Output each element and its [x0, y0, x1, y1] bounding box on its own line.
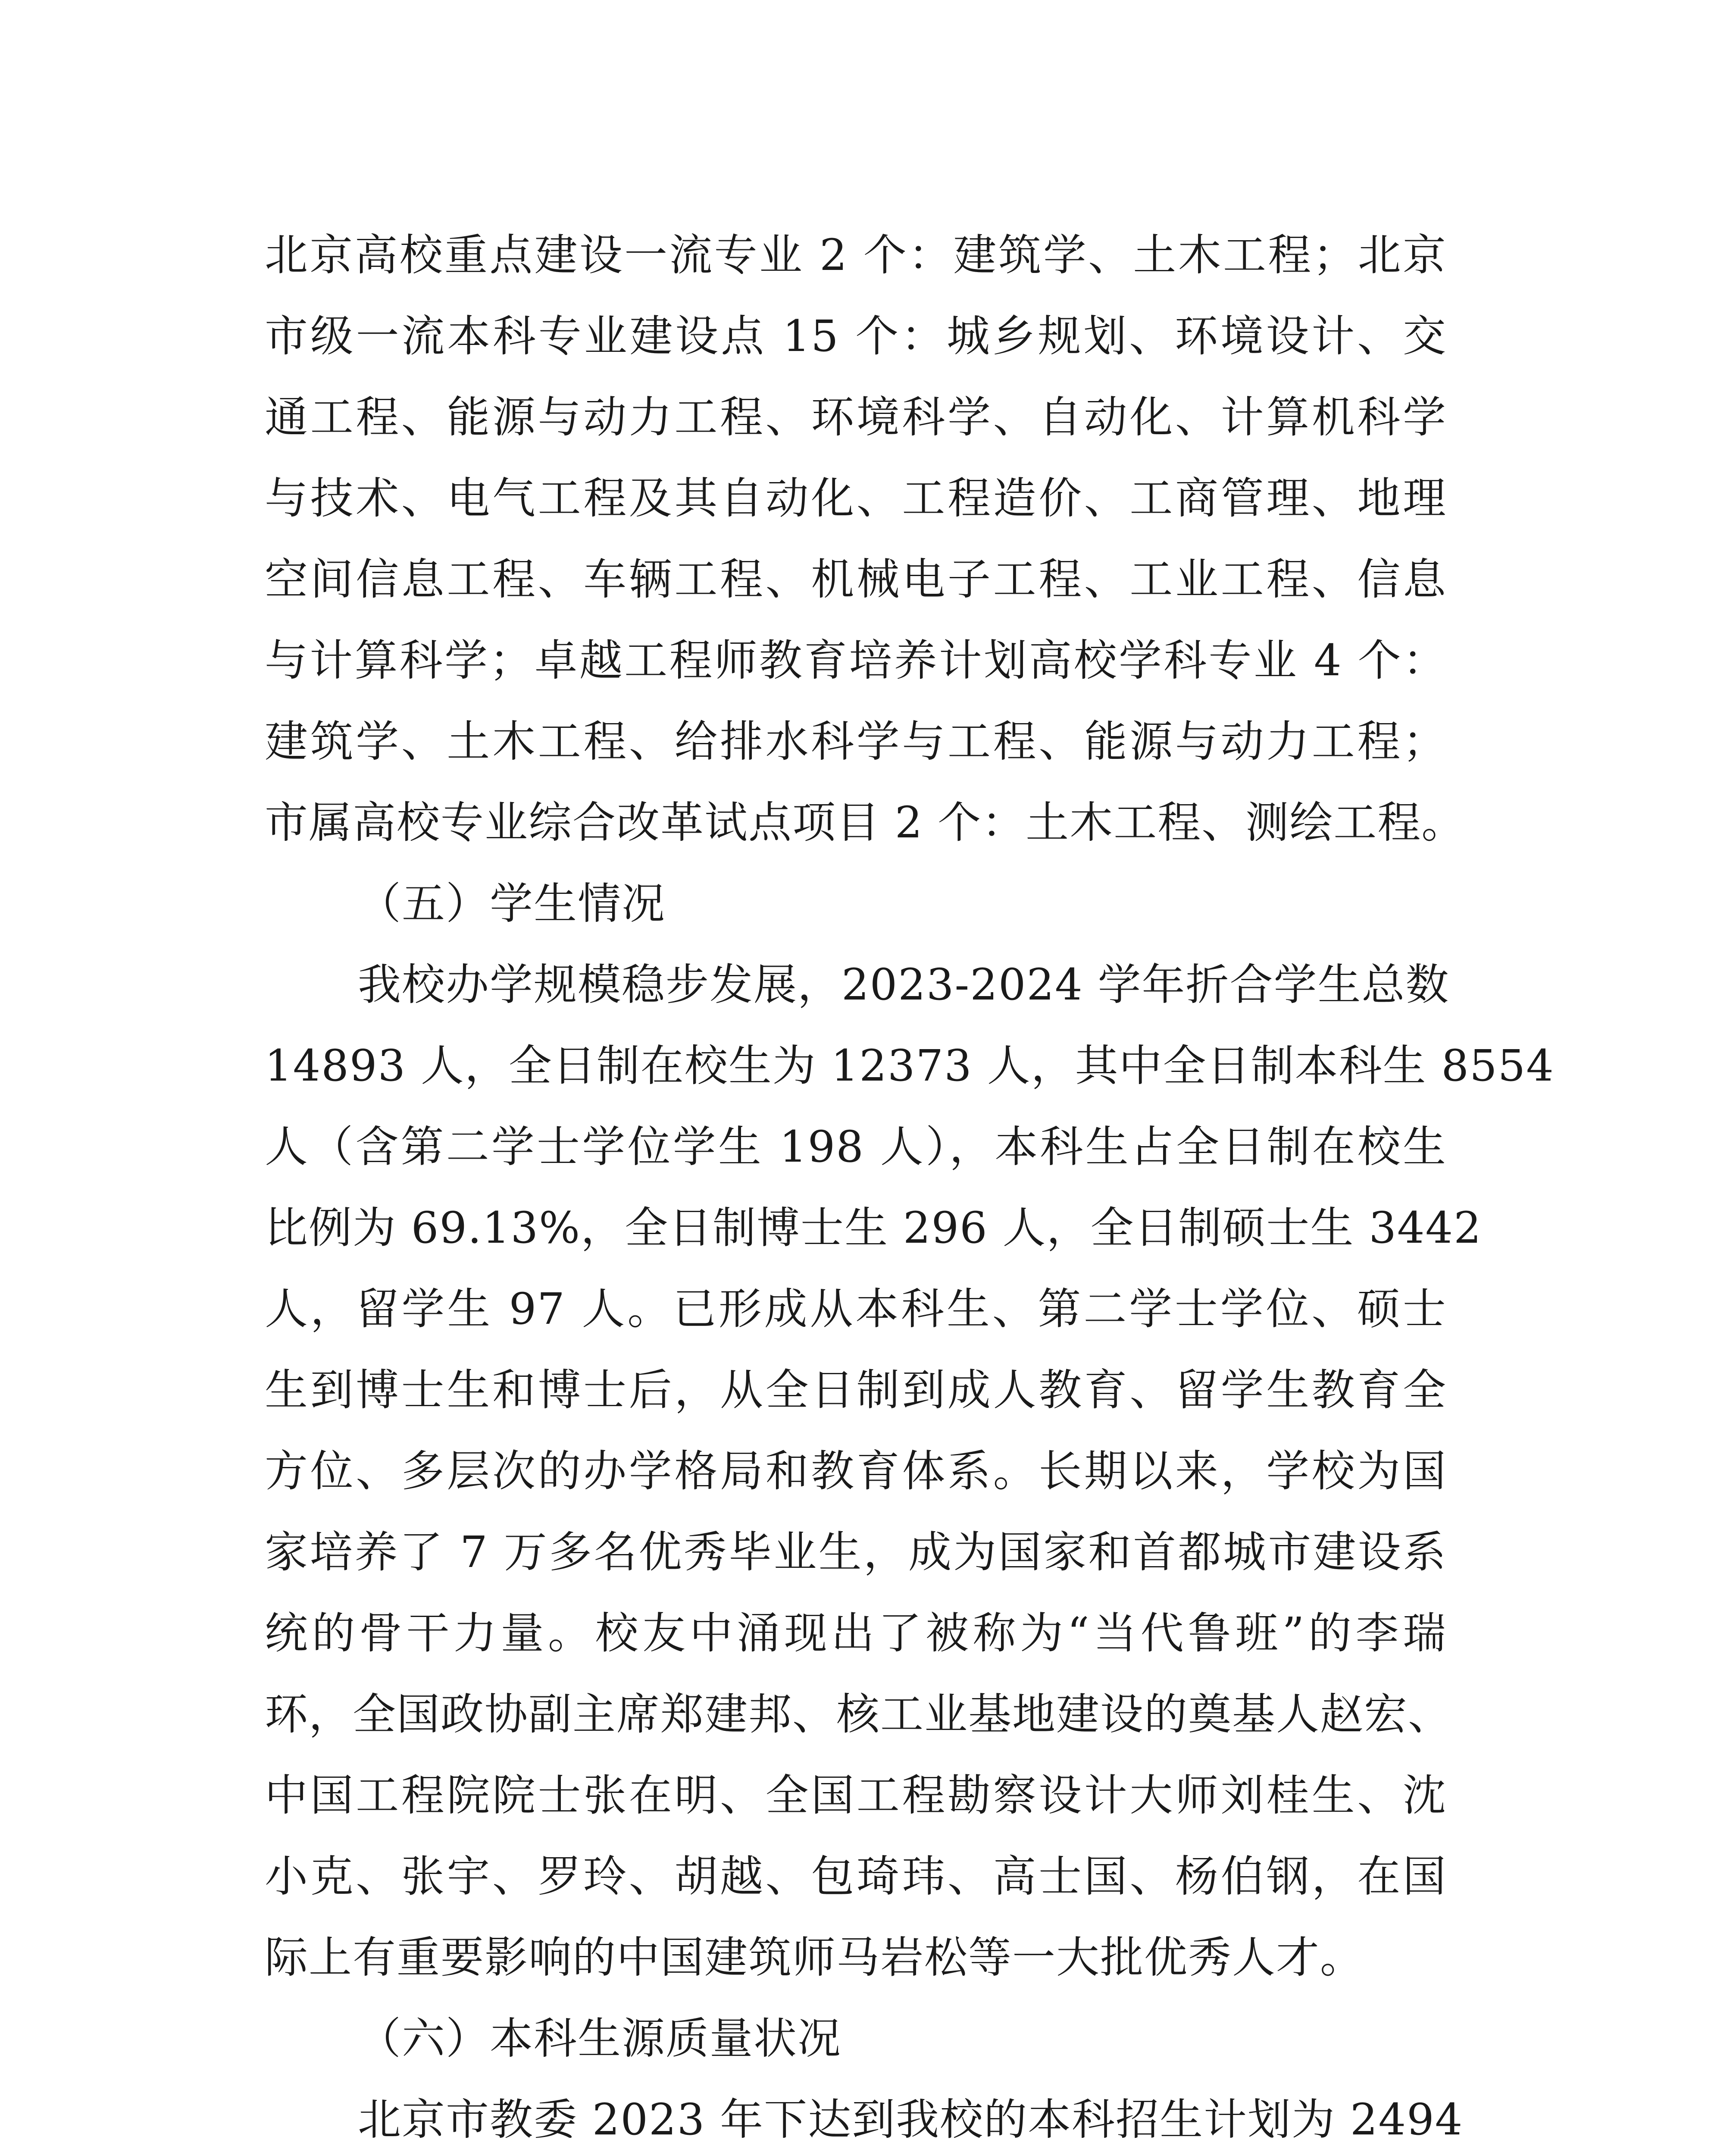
- paragraph-line: 统的骨干力量。校友中涌现出了被称为“当代鲁班”的李瑞: [265, 1608, 1447, 1658]
- paragraph-line: 建筑学、土木工程、给排水科学与工程、能源与动力工程；: [265, 716, 1447, 767]
- paragraph-line: 人，留学生 97 人。已形成从本科生、第二学士学位、硕士: [265, 1284, 1447, 1334]
- section-heading: （六）本科生源质量状况: [358, 2013, 841, 2064]
- paragraph-line: 生到博士生和博士后，从全日制到成人教育、留学生教育全: [265, 1365, 1447, 1415]
- paragraph-line: 北京高校重点建设一流专业 2 个：建筑学、土木工程；北京: [265, 230, 1447, 280]
- paragraph-line: 市级一流本科专业建设点 15 个：城乡规划、环境设计、交: [265, 311, 1447, 361]
- section-heading: （五）学生情况: [358, 878, 666, 929]
- paragraph-line: 环，全国政协副主席郑建邦、核工业基地建设的奠基人赵宏、: [265, 1689, 1452, 1739]
- paragraph-line: 人（含第二学士学位学生 198 人），本科生占全日制在校生: [265, 1122, 1447, 1172]
- paragraph-line: 际上有重要影响的中国建筑师马岩松等一大批优秀人才。: [265, 1932, 1364, 1983]
- paragraph-line: 小克、张宇、罗玲、胡越、包琦玮、高士国、杨伯钢，在国: [265, 1851, 1447, 1902]
- paragraph-line: 14893 人，全日制在校生为 12373 人，其中全日制本科生 8554: [265, 1040, 1555, 1091]
- paragraph-line: 与技术、电气工程及其自动化、工程造价、工商管理、地理: [265, 473, 1447, 523]
- paragraph-line: 家培养了 7 万多名优秀毕业生，成为国家和首都城市建设系: [265, 1527, 1447, 1577]
- paragraph-line: 市属高校专业综合改革试点项目 2 个：土木工程、测绘工程。: [265, 797, 1466, 848]
- paragraph-line: 北京市教委 2023 年下达到我校的本科招生计划为 2494: [358, 2094, 1464, 2145]
- paragraph-line: 比例为 69.13%，全日制博士生 296 人，全日制硕士生 3442: [265, 1203, 1482, 1253]
- paragraph-line: 我校办学规模稳步发展，2023-2024 学年折合学生总数: [358, 959, 1450, 1010]
- paragraph-line: 通工程、能源与动力工程、环境科学、自动化、计算机科学: [265, 392, 1447, 442]
- paragraph-line: 方位、多层次的办学格局和教育体系。长期以来，学校为国: [265, 1446, 1447, 1496]
- paragraph-line: 与计算科学；卓越工程师教育培养计划高校学科专业 4 个：: [265, 635, 1447, 686]
- paragraph-line: 空间信息工程、车辆工程、机械电子工程、工业工程、信息: [265, 554, 1447, 605]
- paragraph-line: 中国工程院院士张在明、全国工程勘察设计大师刘桂生、沈: [265, 1770, 1447, 1821]
